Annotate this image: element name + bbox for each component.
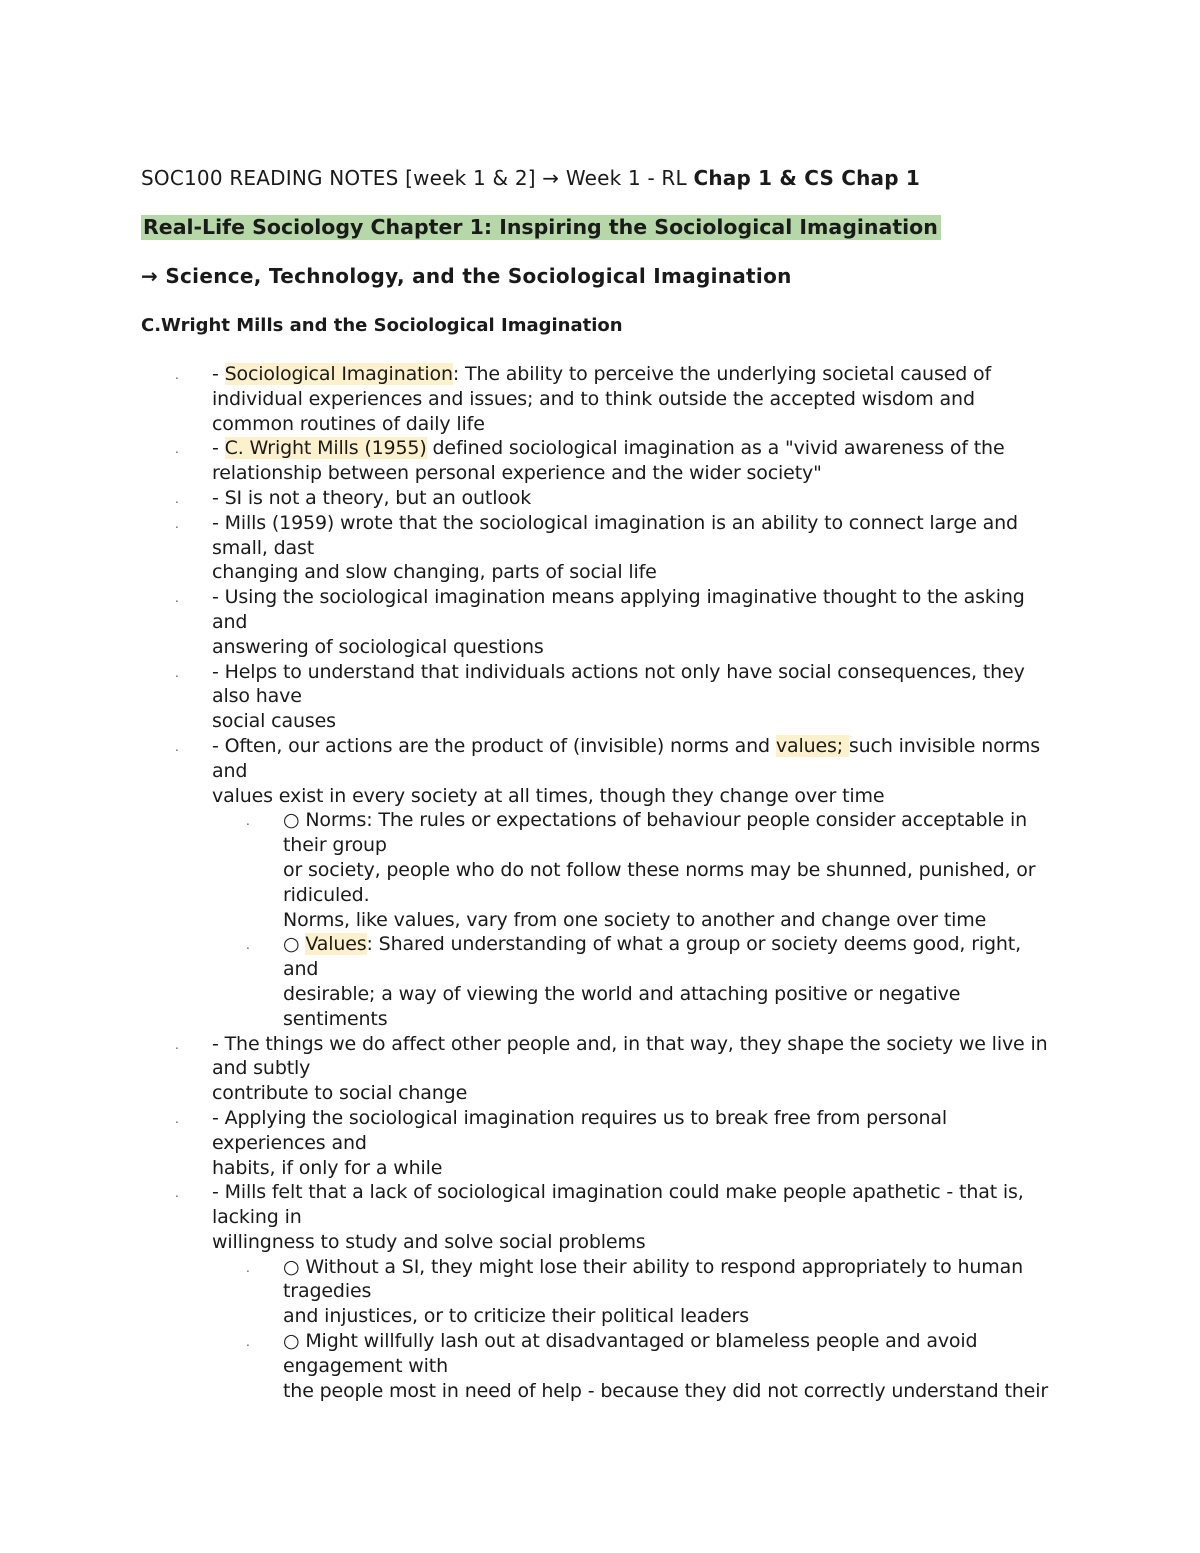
bullet-marker: .: [246, 1335, 250, 1350]
list-item: [0, 436, 1200, 461]
bullet-marker: .: [175, 1186, 179, 1201]
list-item-continuation: individual experiences and issues; and to think outside the accepted wisdom and: [212, 387, 975, 410]
bullet-marker: .: [175, 1111, 179, 1126]
section-title: → Science, Technology, and the Sociological Imagination: [141, 264, 792, 288]
list-item-continuation: common routines of daily life: [212, 412, 485, 435]
note-text: such invisible norms: [848, 734, 1041, 757]
note-text: ○ Norms: The rules or expectations of behaviour people consider acceptable in: [283, 809, 1027, 832]
note-text: - Mills (1959) wrote that the sociological imagination is an ability to connect large and: [212, 511, 1018, 534]
bullet-marker: .: [175, 739, 179, 754]
bullet-marker: .: [175, 665, 179, 680]
list-item: [0, 1032, 1200, 1057]
chapter-title: [141, 214, 941, 241]
sub-list-item-continuation: the people most in need of help - because they did not correctly understand their: [283, 1379, 1048, 1402]
sub-list-item: [0, 808, 1200, 833]
dash: -: [212, 437, 225, 460]
note-text: ○ Without a SI, they might lose their ability to respond appropriately to human: [283, 1255, 1024, 1278]
sub-list-item-continuation: their group: [283, 834, 387, 857]
note-text: - Mills felt that a lack of sociological imagination could make people apathetic - that is,: [212, 1181, 1024, 1204]
list-item-continuation: relationship between personal experience and the wider society": [212, 462, 822, 485]
bullet-marker: .: [175, 1037, 179, 1052]
note-text: - Applying the sociological imagination requires us to break free from personal: [212, 1106, 947, 1129]
note-text: - The things we do affect other people and, in that way, they shape the society we live in: [212, 1032, 1048, 1055]
title-prefix: SOC100 READING NOTES [week 1 & 2] → Week 1 - RL: [141, 166, 694, 190]
sub-list-item-continuation: desirable; a way of viewing the world and attaching positive or negative: [283, 982, 961, 1005]
note-text: - Often, our actions are the product of (invisible) norms and: [212, 734, 776, 757]
bullet-marker: .: [246, 1260, 250, 1275]
list-item: [0, 660, 1200, 685]
note-text: defined sociological imagination as a "vivid awareness of the: [426, 437, 1005, 460]
title-suffix: Chap 1 & CS Chap 1: [693, 166, 921, 190]
sub-list-item-continuation: and injustices, or to criticize their political leaders: [283, 1305, 749, 1328]
list-item: [0, 734, 1200, 759]
note-text: - Helps to understand that individuals actions not only have social consequences, they: [212, 660, 1025, 683]
list-item: [0, 1180, 1200, 1205]
note-text: : The ability to perceive the underlying societal caused of: [452, 363, 992, 385]
bullet-marker: .: [175, 442, 179, 457]
list-item-continuation: answering of sociological questions: [212, 635, 544, 658]
sub-list-item: [0, 1255, 1200, 1280]
sub-list-item: [0, 1329, 1200, 1354]
list-item-continuation: and: [212, 759, 248, 782]
sub-list-item-continuation: or society, people who do not follow these norms may be shunned, punished, or: [283, 858, 1036, 881]
sub-list-item-continuation: and: [283, 958, 319, 981]
subsection-title: C.Wright Mills and the Sociological Imagination: [141, 315, 623, 336]
sub-list-item-continuation: Norms, like values, vary from one society to another and change over time: [283, 908, 987, 931]
sub-list-item-continuation: sentiments: [283, 1007, 388, 1030]
circle-marker: ○: [283, 933, 306, 956]
bullet-marker: .: [175, 368, 179, 382]
list-item: [0, 585, 1200, 610]
list-item: [0, 1106, 1200, 1131]
list-item-continuation: small, dast: [212, 536, 315, 559]
bullet-marker: .: [175, 491, 179, 506]
list-item: [0, 362, 1200, 387]
list-item-continuation: social causes: [212, 710, 336, 733]
notes-list: [0, 362, 1200, 1403]
dash: -: [212, 363, 225, 385]
list-item-continuation: values exist in every society at all times, though they change over time: [212, 784, 885, 807]
list-item-continuation: experiences and: [212, 1131, 367, 1154]
note-text: : Shared understanding of what a group or society deems good, right,: [366, 933, 1021, 956]
list-item-continuation: and: [212, 610, 248, 633]
chapter-title-highlight: Real-Life Sociology Chapter 1: Inspiring the Sociological Imagination: [141, 215, 941, 240]
note-text: - SI is not a theory, but an outlook: [212, 486, 532, 509]
bullet-marker: .: [175, 516, 179, 531]
note-text: - Using the sociological imagination means applying imaginative thought to the asking: [212, 586, 1025, 609]
bullet-marker: .: [175, 591, 179, 606]
list-item-continuation: and subtly: [212, 1057, 311, 1080]
bullet-marker: .: [246, 814, 250, 829]
list-item: [0, 486, 1200, 511]
highlighted-term: Sociological Imagination: [224, 363, 453, 385]
note-text: ○ Might willfully lash out at disadvantaged or blameless people and avoid: [283, 1330, 978, 1353]
sub-list-item: [0, 932, 1200, 957]
sub-list-item-continuation: tragedies: [283, 1280, 372, 1303]
list-item-continuation: also have: [212, 685, 302, 708]
bullet-marker: .: [246, 938, 250, 953]
list-item-continuation: lacking in: [212, 1206, 302, 1229]
list-item: [0, 511, 1200, 536]
highlighted-term: C. Wright Mills (1955): [224, 437, 427, 460]
list-item-continuation: changing and slow changing, parts of social life: [212, 561, 657, 584]
list-item-continuation: contribute to social change: [212, 1082, 468, 1105]
sub-list-item-continuation: engagement with: [283, 1354, 448, 1377]
highlighted-term: values;: [775, 734, 849, 757]
list-item-continuation: willingness to study and solve social problems: [212, 1230, 646, 1253]
list-item-continuation: habits, if only for a while: [212, 1156, 443, 1179]
document-title: [141, 166, 920, 190]
highlighted-term: Values: [305, 933, 367, 956]
sub-list-item-continuation: ridiculed.: [283, 883, 370, 906]
